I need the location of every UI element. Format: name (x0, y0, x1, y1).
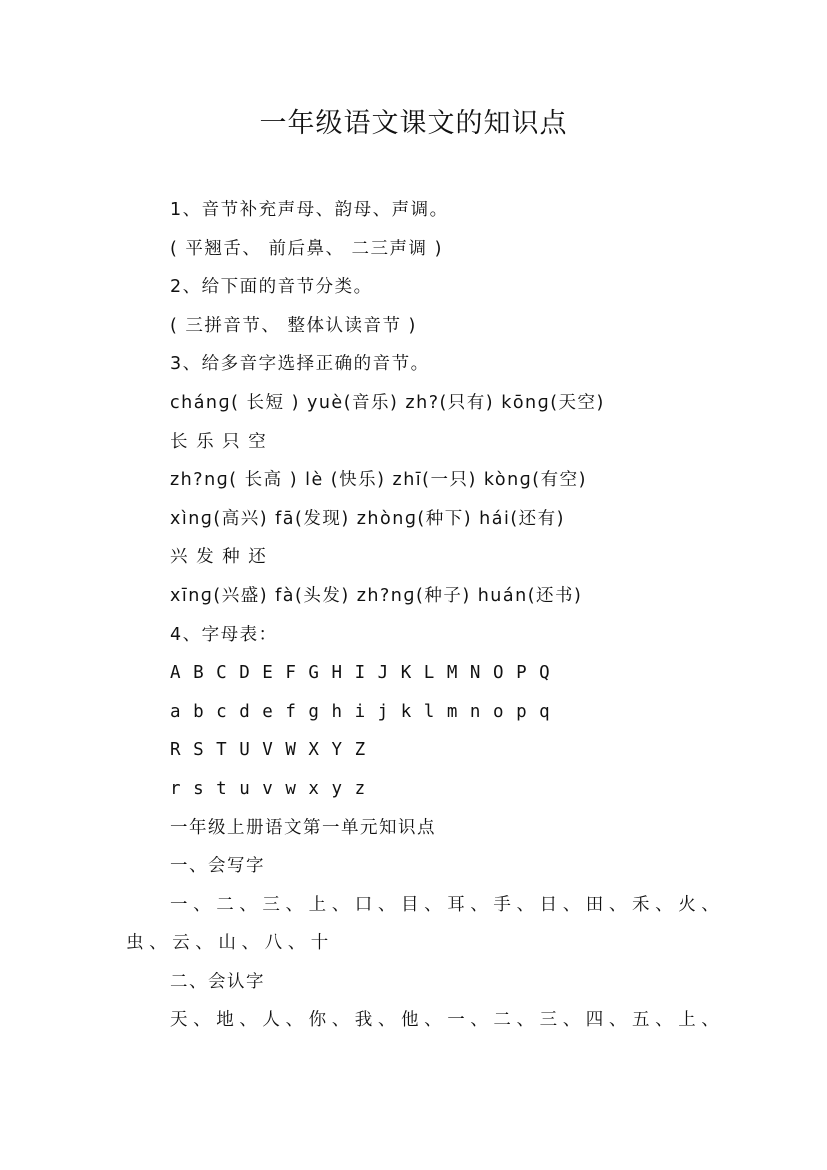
text-line: ( 平翘舌、 前后鼻、 二三声调 ) (170, 238, 443, 259)
subsection-heading: 一、会写字 (170, 856, 265, 877)
section-heading: 一年级上册语文第一单元知识点 (170, 817, 436, 838)
text-line: 长 乐 只 空 (170, 431, 268, 452)
subsection-heading: 二、会认字 (170, 971, 265, 992)
character-list-paragraph: 一、二、三、上、口、目、耳、手、日、田、禾、火、虫、云、山、八、十 (126, 894, 725, 954)
alphabet-uppercase-line: R S T U V W X Y Z (170, 740, 367, 761)
character-list-paragraph: 天、地、人、你、我、他、一、二、三、四、五、上、 (170, 1010, 725, 1031)
alphabet-uppercase-line: A B C D E F G H I J K L M N O P Q (170, 663, 551, 684)
text-line: 3、给多音字选择正确的音节。 (170, 354, 430, 375)
pinyin-line: zh?nɡ( 长高 ) lè (快乐) zhī(一只) kònɡ(有空) (170, 470, 587, 491)
text-line: 兴 发 种 还 (170, 547, 268, 568)
pinyin-line: xìnɡ(高兴) fā(发现) zhònɡ(种下) hái(还有) (170, 508, 565, 529)
text-line: 4、字母表： (170, 624, 278, 645)
alphabet-lowercase-line: r s t u v w x y z (170, 778, 367, 799)
text-line: 2、给下面的音节分类。 (170, 277, 373, 298)
pinyin-line: xīnɡ(兴盛) fà(头发) zh?nɡ(种子) huán(还书) (170, 585, 583, 606)
document-title: 一年级语文课文的知识点 (259, 108, 568, 139)
text-line: ( 三拼音节、 整体认读音节 ) (170, 315, 417, 336)
text-line: 1、音节补充声母、韵母、声调。 (170, 200, 449, 220)
document-body (126, 191, 726, 1040)
alphabet-lowercase-line: a b c d e f g h i j k l m n o p q (170, 701, 551, 722)
pinyin-line: chánɡ( 长短 ) yuè(音乐) zh?(只有) kōnɡ(天空) (170, 392, 605, 413)
